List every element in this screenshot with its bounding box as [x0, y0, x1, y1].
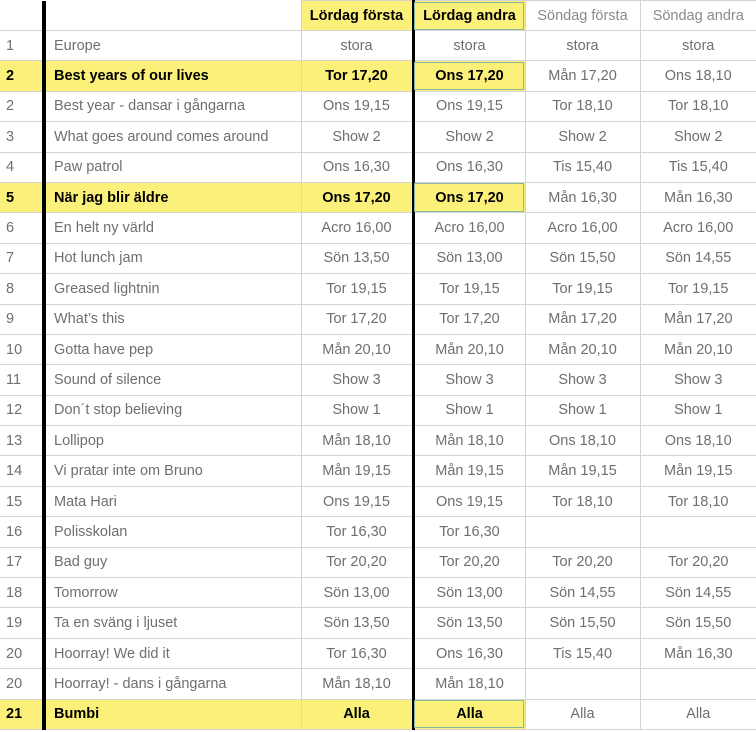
- table-row: [0, 638, 756, 668]
- time-cell[interactable]: Mån 16,30: [640, 638, 756, 668]
- time-cell[interactable]: Mån 18,10: [413, 669, 525, 699]
- time-cell[interactable]: Mån 20,10: [525, 334, 640, 364]
- song-name-cell[interactable]: Mata Hari: [44, 486, 301, 516]
- time-cell[interactable]: Tor 16,30: [301, 517, 413, 547]
- row-number-cell[interactable]: 21: [0, 699, 44, 729]
- time-cell[interactable]: Ons 19,15: [301, 91, 413, 121]
- time-cell[interactable]: Tor 16,30: [413, 517, 525, 547]
- time-cell[interactable]: Show 3: [413, 365, 525, 395]
- time-cell[interactable]: Mån 18,10: [301, 669, 413, 699]
- time-cell[interactable]: Show 1: [413, 395, 525, 425]
- table-row: [0, 122, 756, 152]
- table-row: [0, 243, 756, 273]
- song-name-cell[interactable]: Bad guy: [44, 547, 301, 577]
- time-cell[interactable]: Mån 17,20: [640, 304, 756, 334]
- row-number-cell[interactable]: 8: [0, 274, 44, 304]
- song-name-cell[interactable]: Lollipop: [44, 426, 301, 456]
- time-cell[interactable]: Alla: [525, 699, 640, 729]
- time-cell[interactable]: Ons 18,10: [640, 426, 756, 456]
- time-cell[interactable]: Mån 20,10: [413, 334, 525, 364]
- time-cell[interactable]: stora: [301, 31, 413, 61]
- song-name-cell[interactable]: Hoorray! - dans i gångarna: [44, 669, 301, 699]
- row-number-cell[interactable]: 2: [0, 91, 44, 121]
- corner-cell[interactable]: [0, 1, 44, 31]
- time-cell[interactable]: Mån 18,10: [413, 426, 525, 456]
- time-cell[interactable]: Tor 20,20: [525, 547, 640, 577]
- table-row: [0, 395, 756, 425]
- table-body: [0, 1, 756, 730]
- time-cell[interactable]: Tor 18,10: [525, 91, 640, 121]
- time-cell[interactable]: Sön 14,55: [640, 243, 756, 273]
- row-number-cell[interactable]: 14: [0, 456, 44, 486]
- time-cell[interactable]: Ons 17,20: [413, 61, 525, 91]
- time-cell[interactable]: Sön 13,00: [413, 578, 525, 608]
- song-name-cell[interactable]: Paw patrol: [44, 152, 301, 182]
- time-cell[interactable]: Sön 15,50: [640, 608, 756, 638]
- time-cell[interactable]: Sön 14,55: [640, 578, 756, 608]
- song-name-cell[interactable]: Ta en sväng i ljuset: [44, 608, 301, 638]
- time-cell[interactable]: Mån 18,10: [301, 426, 413, 456]
- time-cell[interactable]: Acro 16,00: [301, 213, 413, 243]
- row-number-cell[interactable]: 3: [0, 122, 44, 152]
- time-cell[interactable]: Ons 19,15: [301, 486, 413, 516]
- time-cell[interactable]: Tor 20,20: [640, 547, 756, 577]
- row-number-cell[interactable]: 17: [0, 547, 44, 577]
- time-cell[interactable]: Mån 20,10: [640, 334, 756, 364]
- table-row: [0, 274, 756, 304]
- time-cell[interactable]: Tor 17,20: [413, 304, 525, 334]
- table-row: [0, 699, 756, 729]
- time-cell[interactable]: Ons 17,20: [413, 182, 525, 212]
- row-number-cell[interactable]: 20: [0, 669, 44, 699]
- column-header-3[interactable]: Söndag första: [525, 1, 640, 31]
- song-name-cell[interactable]: Gotta have pep: [44, 334, 301, 364]
- table-row: [0, 486, 756, 516]
- song-name-cell[interactable]: Greased lightnin: [44, 274, 301, 304]
- time-cell[interactable]: Tor 18,10: [525, 486, 640, 516]
- time-cell[interactable]: Mån 19,15: [301, 456, 413, 486]
- time-cell[interactable]: Show 1: [525, 395, 640, 425]
- time-cell[interactable]: Sön 15,50: [525, 608, 640, 638]
- time-cell[interactable]: Sön 13,00: [413, 243, 525, 273]
- time-cell[interactable]: Tor 17,20: [301, 304, 413, 334]
- song-name-cell[interactable]: Hot lunch jam: [44, 243, 301, 273]
- time-cell[interactable]: Show 3: [525, 365, 640, 395]
- table-row: [0, 517, 756, 547]
- time-cell[interactable]: Acro 16,00: [525, 213, 640, 243]
- time-cell[interactable]: Tis 15,40: [525, 638, 640, 668]
- time-cell[interactable]: Sön 13,00: [301, 578, 413, 608]
- table-row: [0, 152, 756, 182]
- row-number-cell[interactable]: 5: [0, 182, 44, 212]
- time-cell[interactable]: Sön 13,50: [301, 608, 413, 638]
- song-name-cell[interactable]: What’s this: [44, 304, 301, 334]
- table-row: [0, 578, 756, 608]
- time-cell[interactable]: Tor 18,10: [640, 91, 756, 121]
- name-header-cell[interactable]: [44, 1, 301, 31]
- column-header-1[interactable]: Lördag första: [301, 1, 413, 31]
- time-cell[interactable]: Mån 16,30: [640, 182, 756, 212]
- time-cell[interactable]: stora: [525, 31, 640, 61]
- time-cell[interactable]: Show 3: [640, 365, 756, 395]
- time-cell[interactable]: [525, 669, 640, 699]
- time-cell[interactable]: Tor 19,15: [413, 274, 525, 304]
- row-number-cell[interactable]: 19: [0, 608, 44, 638]
- column-header-2[interactable]: Lördag andra: [413, 1, 525, 31]
- column-header-4[interactable]: Söndag andra: [640, 1, 756, 31]
- time-cell[interactable]: Acro 16,00: [640, 213, 756, 243]
- time-cell[interactable]: Mån 17,20: [525, 304, 640, 334]
- time-cell[interactable]: Tor 18,10: [640, 486, 756, 516]
- row-number-cell[interactable]: 10: [0, 334, 44, 364]
- time-cell[interactable]: Alla: [413, 699, 525, 729]
- song-name-cell[interactable]: Bumbi: [44, 699, 301, 729]
- song-name-cell[interactable]: Europe: [44, 31, 301, 61]
- row-number-cell[interactable]: 7: [0, 243, 44, 273]
- time-cell[interactable]: Ons 16,30: [413, 152, 525, 182]
- time-cell[interactable]: Tor 20,20: [301, 547, 413, 577]
- time-cell[interactable]: Tis 15,40: [640, 152, 756, 182]
- time-cell[interactable]: Tor 19,15: [525, 274, 640, 304]
- time-cell[interactable]: Mån 19,15: [640, 456, 756, 486]
- time-cell[interactable]: Ons 19,15: [413, 486, 525, 516]
- time-cell[interactable]: Ons 16,30: [413, 638, 525, 668]
- time-cell[interactable]: Tis 15,40: [525, 152, 640, 182]
- table-row: [0, 334, 756, 364]
- table-row: [0, 61, 756, 91]
- song-name-cell[interactable]: Polisskolan: [44, 517, 301, 547]
- song-name-cell[interactable]: Sound of silence: [44, 365, 301, 395]
- song-name-cell[interactable]: Best year - dansar i gångarna: [44, 91, 301, 121]
- time-cell[interactable]: Alla: [640, 699, 756, 729]
- time-cell[interactable]: Acro 16,00: [413, 213, 525, 243]
- table-row: [0, 456, 756, 486]
- time-cell[interactable]: Ons 16,30: [301, 152, 413, 182]
- time-cell[interactable]: Sön 14,55: [525, 578, 640, 608]
- time-cell[interactable]: Mån 16,30: [525, 182, 640, 212]
- table-row: [0, 365, 756, 395]
- time-cell[interactable]: stora: [413, 31, 525, 61]
- row-number-cell[interactable]: 4: [0, 152, 44, 182]
- time-cell[interactable]: [525, 517, 640, 547]
- time-cell[interactable]: Sön 13,50: [413, 608, 525, 638]
- song-name-cell[interactable]: Best years of our lives: [44, 61, 301, 91]
- time-cell[interactable]: Tor 19,15: [301, 274, 413, 304]
- row-number-cell[interactable]: 9: [0, 304, 44, 334]
- time-cell[interactable]: Tor 17,20: [301, 61, 413, 91]
- time-cell[interactable]: Ons 18,10: [525, 426, 640, 456]
- song-name-cell[interactable]: What goes around comes around: [44, 122, 301, 152]
- table-row: [0, 608, 756, 638]
- time-cell[interactable]: Mån 19,15: [525, 456, 640, 486]
- table-row: [0, 304, 756, 334]
- header-row: [0, 1, 756, 31]
- table-row: [0, 669, 756, 699]
- row-number-cell[interactable]: 1: [0, 31, 44, 61]
- time-cell[interactable]: Mån 17,20: [525, 61, 640, 91]
- table-row: [0, 31, 756, 61]
- row-number-cell[interactable]: 13: [0, 426, 44, 456]
- time-cell[interactable]: Tor 16,30: [301, 638, 413, 668]
- table-row: [0, 213, 756, 243]
- time-cell[interactable]: Show 3: [301, 365, 413, 395]
- table-row: [0, 91, 756, 121]
- song-name-cell[interactable]: En helt ny värld: [44, 213, 301, 243]
- song-name-cell[interactable]: Vi pratar inte om Bruno: [44, 456, 301, 486]
- time-cell[interactable]: Show 2: [413, 122, 525, 152]
- time-cell[interactable]: Tor 19,15: [640, 274, 756, 304]
- song-name-cell[interactable]: Don´t stop believing: [44, 395, 301, 425]
- table-row: [0, 547, 756, 577]
- time-cell[interactable]: stora: [640, 31, 756, 61]
- song-name-cell[interactable]: Hoorray! We did it: [44, 638, 301, 668]
- row-number-cell[interactable]: 16: [0, 517, 44, 547]
- row-number-cell[interactable]: 12: [0, 395, 44, 425]
- time-cell[interactable]: Alla: [301, 699, 413, 729]
- row-number-cell[interactable]: 18: [0, 578, 44, 608]
- time-cell[interactable]: Show 2: [640, 122, 756, 152]
- time-cell[interactable]: Ons 17,20: [301, 182, 413, 212]
- time-cell[interactable]: Mån 20,10: [301, 334, 413, 364]
- table-row: [0, 182, 756, 212]
- time-cell[interactable]: Ons 18,10: [640, 61, 756, 91]
- time-cell[interactable]: [640, 517, 756, 547]
- song-name-cell[interactable]: När jag blir äldre: [44, 182, 301, 212]
- row-number-cell[interactable]: 6: [0, 213, 44, 243]
- time-cell[interactable]: Ons 19,15: [413, 91, 525, 121]
- time-cell[interactable]: Show 1: [301, 395, 413, 425]
- time-cell[interactable]: Mån 19,15: [413, 456, 525, 486]
- time-cell[interactable]: [640, 669, 756, 699]
- row-number-cell[interactable]: 15: [0, 486, 44, 516]
- time-cell[interactable]: Show 1: [640, 395, 756, 425]
- time-cell[interactable]: Show 2: [301, 122, 413, 152]
- row-number-cell[interactable]: 20: [0, 638, 44, 668]
- time-cell[interactable]: Show 2: [525, 122, 640, 152]
- time-cell[interactable]: Sön 15,50: [525, 243, 640, 273]
- row-number-cell[interactable]: 2: [0, 61, 44, 91]
- time-cell[interactable]: Tor 20,20: [413, 547, 525, 577]
- table-row: [0, 426, 756, 456]
- song-name-cell[interactable]: Tomorrow: [44, 578, 301, 608]
- time-cell[interactable]: Sön 13,50: [301, 243, 413, 273]
- row-number-cell[interactable]: 11: [0, 365, 44, 395]
